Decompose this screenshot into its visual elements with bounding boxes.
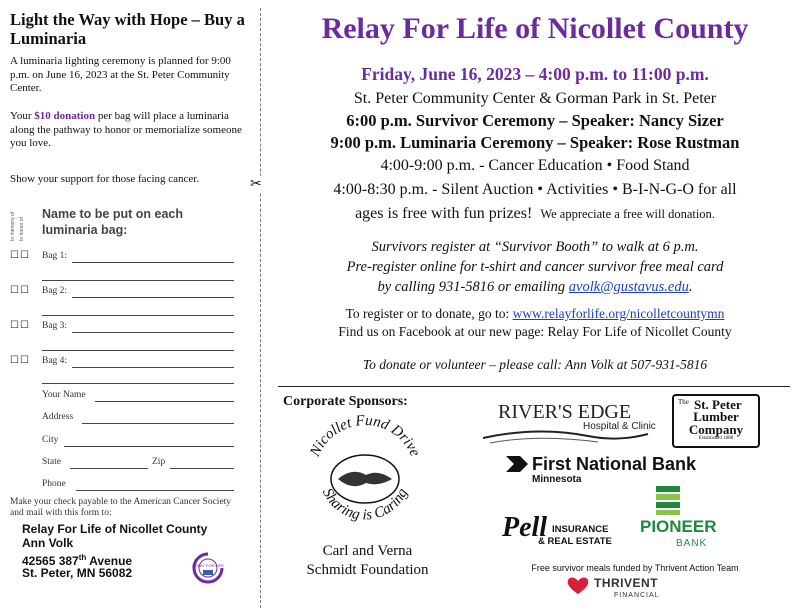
bag2-checkboxes[interactable]: ☐☐ bbox=[10, 285, 30, 296]
svg-text:& REAL ESTATE: & REAL ESTATE bbox=[538, 536, 612, 547]
address-label: Address bbox=[42, 412, 74, 422]
relay-logo-text: RELAY FOR LIFE bbox=[192, 563, 224, 568]
pre-register: Pre-register online for t-shirt and cancer survivor free meal card bbox=[346, 259, 724, 275]
bag-name-heading: Name to be put on each luminaria bag: bbox=[42, 207, 183, 237]
schedule-education: 4:00-9:00 p.m. - Cancer Education • Food Stand bbox=[380, 157, 690, 174]
event-location: St. Peter Community Center & Gorman Park in St. Peter bbox=[353, 90, 717, 107]
bag3-line2[interactable] bbox=[42, 350, 234, 351]
bag1-line[interactable] bbox=[72, 262, 234, 263]
bag4-label: Bag 4: bbox=[42, 356, 68, 366]
luminaria-form bbox=[0, 0, 250, 615]
free-meals-note: Free survivor meals funded by Thrivent Action Team bbox=[531, 563, 739, 573]
rivers-edge-logo bbox=[478, 398, 668, 448]
donate-url-link[interactable]: www.relayforlife.org/nicolletcountymn bbox=[512, 306, 725, 321]
pioneer-bank-logo bbox=[636, 484, 746, 554]
first-national-bank-logo bbox=[504, 450, 734, 486]
luminaria-heading: Light the Way with Hope – Buy a Luminaria bbox=[10, 10, 245, 48]
bag2-line2[interactable] bbox=[42, 315, 234, 316]
email-link[interactable]: avolk@gustavus.edu bbox=[568, 279, 689, 295]
bag4-line2[interactable] bbox=[42, 383, 234, 384]
pioneer-bank-icon bbox=[656, 486, 680, 515]
zip-label: Zip bbox=[152, 457, 166, 467]
sponsors-heading: Corporate Sponsors: bbox=[283, 394, 408, 409]
rivers-edge-sub: Hospital & Clinic bbox=[583, 421, 656, 432]
bag1-label: Bag 1: bbox=[42, 251, 68, 261]
bag3-label: Bag 3: bbox=[42, 321, 68, 331]
pell-insurance-logo bbox=[500, 506, 620, 556]
register-donate: To register or to donate, go to: www.relayforlife.org/nicolletcountymn bbox=[345, 306, 725, 321]
pre-register-contact: by calling 931-5816 or emailing avolk@gustavus.edu. bbox=[377, 279, 693, 295]
donation-amount: $10 donation bbox=[34, 110, 96, 122]
survivor-ceremony: 6:00 p.m. Survivor Ceremony – Speaker: Nancy Sizer bbox=[346, 111, 724, 130]
volunteer-info: To donate or volunteer – please call: Ann Volk at 507-931-5816 bbox=[362, 357, 708, 372]
rivers-edge-text: RIVER'S EDGE bbox=[498, 401, 632, 423]
thrivent-text: THRIVENT bbox=[594, 576, 658, 590]
phone-label: Phone bbox=[42, 479, 66, 489]
scissors-icon: ✂ bbox=[250, 176, 262, 192]
schmidt-foundation: Carl and Verna Schmidt Foundation bbox=[306, 543, 429, 578]
bag2-label: Bag 2: bbox=[42, 286, 68, 296]
thrivent-heart-icon bbox=[568, 577, 589, 594]
address-line3: 42565 387th Avenue bbox=[22, 553, 133, 568]
address-line2: Ann Volk bbox=[22, 536, 74, 550]
bag3-line[interactable] bbox=[72, 332, 234, 333]
fnb-text: First National Bank bbox=[532, 454, 697, 474]
facebook-info: Find us on Facebook at our new page: Relay For Life of Nicollet County bbox=[338, 324, 732, 339]
phone-field[interactable] bbox=[76, 490, 234, 491]
bag1-checkboxes[interactable]: ☐☐ bbox=[10, 250, 30, 261]
thrivent-logo bbox=[566, 573, 686, 601]
luminaria-intro: A luminaria lighting ceremony is planned for 9:00 p.m. on June 16, 2023 at the St. Peter Community Center. bbox=[10, 55, 231, 94]
fund-drive-top-text: Nicollet Fund Drive bbox=[307, 413, 423, 460]
bag4-checkboxes[interactable]: ☐☐ bbox=[10, 355, 30, 366]
bag3-checkboxes[interactable]: ☐☐ bbox=[10, 320, 30, 331]
svg-text:Sharing is Caring bbox=[319, 485, 411, 523]
schedule-auction: 4:00-8:30 p.m. - Silent Auction • Activities • B-I-N-G-O for all bbox=[333, 181, 737, 198]
your-name-field[interactable] bbox=[95, 401, 234, 402]
donation-note: We appreciate a free will donation. bbox=[540, 207, 715, 221]
fnb-sub: Minnesota bbox=[532, 474, 582, 485]
bag4-line[interactable] bbox=[72, 367, 234, 368]
support-text: Show your support for those facing cancer. bbox=[10, 173, 200, 185]
fnb-arrow-icon bbox=[506, 456, 528, 472]
luminaria-ceremony: 9:00 p.m. Luminaria Ceremony – Speaker: Rose Rustman bbox=[330, 133, 740, 152]
schedule-bingo: ages is free with fun prizes! We appreciate a free will donation. bbox=[355, 205, 715, 222]
pell-text: Pell bbox=[502, 512, 548, 543]
svg-text:INSURANCE: INSURANCE bbox=[552, 524, 609, 535]
in-memory-label: In memory of bbox=[10, 211, 16, 241]
relay-for-life-logo bbox=[190, 550, 226, 586]
bag2-line[interactable] bbox=[72, 297, 234, 298]
address-line1: Relay For Life of Nicollet County bbox=[22, 522, 208, 536]
city-label: City bbox=[42, 435, 59, 445]
cut-line bbox=[260, 8, 261, 608]
pioneer-text: PIONEER bbox=[640, 517, 717, 536]
event-date: Friday, June 16, 2023 – 4:00 p.m. to 11:00 p.m. bbox=[361, 64, 709, 84]
page-title: Relay For Life of Nicollet County bbox=[321, 12, 749, 45]
fund-drive-bottom-text: Sharing is Caring bbox=[318, 485, 412, 524]
state-field[interactable] bbox=[70, 468, 148, 469]
st-peter-lumber-logo: The St. Peter Lumber Company Established 1888 bbox=[672, 394, 760, 448]
mail-instructions: Make your check payable to the American Cancer Society and mail with this form to: bbox=[10, 497, 232, 518]
donation-text: Your $10 donation per bag will place a luminaria along the pathway to honor or memorialize someone you love. bbox=[10, 110, 242, 149]
pioneer-sub: BANK bbox=[676, 538, 708, 549]
your-name-label: Your Name bbox=[42, 390, 86, 400]
svg-text:Nicollet Fund Drive bbox=[307, 413, 423, 460]
address-field[interactable] bbox=[82, 423, 234, 424]
in-honor-label: In honor of bbox=[19, 217, 25, 241]
bag1-line2[interactable] bbox=[42, 280, 234, 281]
state-label: State bbox=[42, 457, 61, 467]
city-field[interactable] bbox=[64, 446, 234, 447]
svg-text:FINANCIAL: FINANCIAL bbox=[614, 592, 660, 599]
address-line4: St. Peter, MN 56082 bbox=[22, 566, 133, 580]
fund-drive-logo bbox=[300, 413, 430, 538]
survivor-register: Survivors register at “Survivor Booth” to walk at 6 p.m. bbox=[371, 239, 699, 255]
section-divider bbox=[278, 386, 790, 387]
zip-field[interactable] bbox=[170, 468, 234, 469]
